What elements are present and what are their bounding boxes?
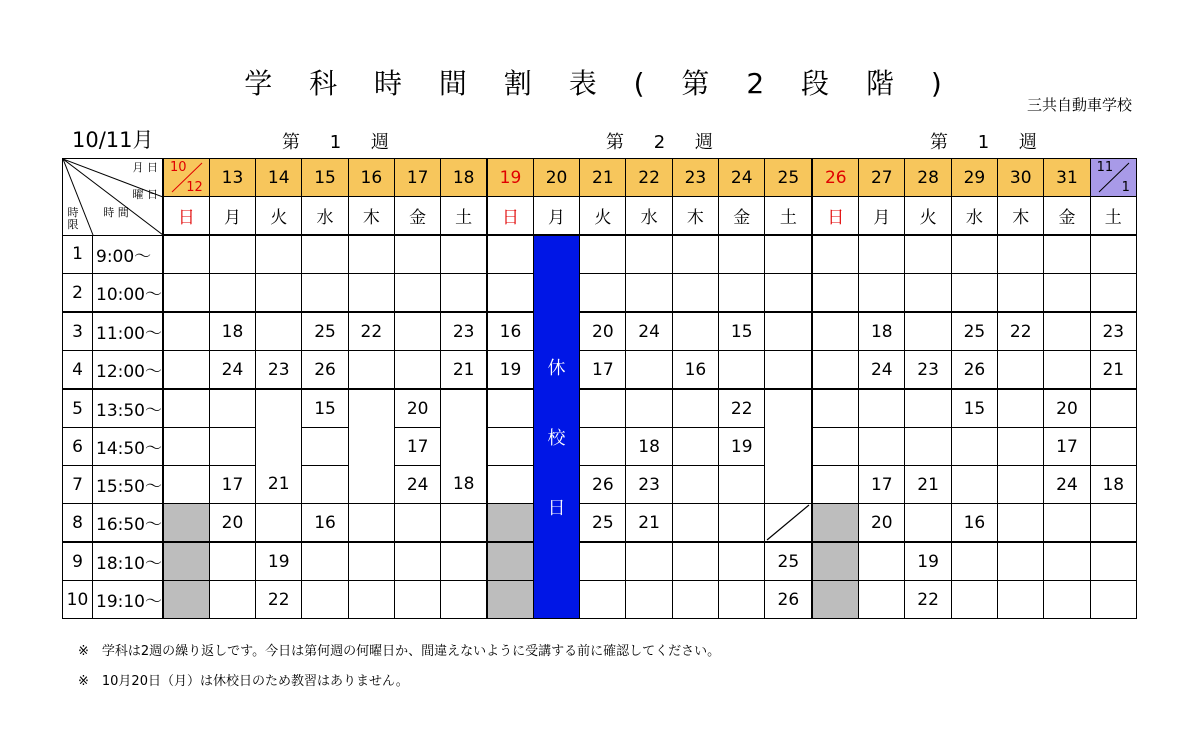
holiday-char: 日	[547, 498, 566, 519]
period-row	[63, 389, 1137, 428]
schedule-cell	[1044, 581, 1090, 619]
schedule-cell: 25	[765, 542, 813, 581]
corner-jigen: 時 限	[67, 206, 79, 231]
schedule-cell: 17	[1044, 428, 1090, 466]
schedule-cell	[394, 312, 440, 351]
schedule-cell	[580, 389, 626, 428]
schedule-cell	[905, 312, 951, 351]
schedule-cell	[394, 581, 440, 619]
date-cell: 25	[765, 159, 813, 197]
date-cell: 29	[951, 159, 997, 197]
schedule-cell: 19	[256, 542, 302, 581]
schedule-cell	[441, 389, 487, 428]
schedule-cell: 23	[441, 312, 487, 351]
schedule-cell: 21	[1090, 351, 1136, 390]
period-number: 6	[63, 428, 93, 466]
schedule-cell: 22	[256, 581, 302, 619]
date-cell: 30	[998, 159, 1044, 197]
schedule-cell	[765, 351, 813, 390]
schedule-cell	[951, 466, 997, 504]
schedule-cell	[905, 504, 951, 543]
schedule-cell	[859, 235, 905, 274]
schedule-cell	[163, 389, 209, 428]
schedule-cell	[163, 428, 209, 466]
schedule-cell	[580, 274, 626, 313]
date-cell: 21	[580, 159, 626, 197]
schedule-cell	[348, 389, 394, 428]
schedule-cell	[1090, 542, 1136, 581]
schedule-cell	[580, 542, 626, 581]
schedule-cell	[487, 466, 533, 504]
schedule-cell	[626, 542, 672, 581]
schedule-cell	[302, 235, 348, 274]
schedule-cell	[719, 466, 765, 504]
schedule-cell: 21	[905, 466, 951, 504]
schedule-cell: 26	[951, 351, 997, 390]
period-number: 2	[63, 274, 93, 313]
weekday-cell: 金	[394, 197, 440, 236]
schedule-cell	[672, 466, 718, 504]
weekday-cell: 土	[1090, 197, 1136, 236]
date-cell: 16	[348, 159, 394, 197]
schedule-cell	[719, 235, 765, 274]
week-label-2: 第 2 週	[606, 132, 725, 153]
period-time: 15:50〜	[93, 466, 164, 504]
holiday-column	[533, 235, 579, 619]
schedule-cell	[302, 428, 348, 466]
schedule-cell	[256, 274, 302, 313]
weekday-cell: 月	[533, 197, 579, 236]
schedule-cell	[998, 504, 1044, 543]
weekday-cell: 水	[626, 197, 672, 236]
schedule-cell	[951, 542, 997, 581]
period-time: 18:10〜	[93, 542, 164, 581]
schedule-cell	[812, 312, 858, 351]
date-cell: 13	[209, 159, 255, 197]
weekday-cell: 日	[487, 197, 533, 236]
schedule-cell: 21	[256, 466, 302, 504]
schedule-cell	[394, 235, 440, 274]
week-label-1: 第 1 週	[282, 132, 401, 153]
schedule-cell: 16	[487, 312, 533, 351]
date-cell: 20	[533, 159, 579, 197]
schedule-cell	[812, 466, 858, 504]
schedule-cell	[672, 312, 718, 351]
period-row	[63, 466, 1137, 504]
schedule-cell	[626, 274, 672, 313]
date-cell: 18	[441, 159, 487, 197]
weekday-cell: 土	[765, 197, 813, 236]
schedule-cell	[1044, 312, 1090, 351]
schedule-cell	[812, 542, 858, 581]
period-row	[63, 351, 1137, 390]
date-cell: 27	[859, 159, 905, 197]
weekday-cell: 月	[209, 197, 255, 236]
schedule-cell: 16	[302, 504, 348, 543]
page-title: 学 科 時 間 割 表 ( 第 2 段 階 )	[244, 67, 956, 100]
schedule-cell	[951, 428, 997, 466]
schedule-cell: 25	[580, 504, 626, 543]
period-time: 13:50〜	[93, 389, 164, 428]
schedule-cell	[487, 504, 533, 543]
schedule-cell	[719, 504, 765, 543]
date-cell	[163, 159, 209, 197]
corner-month-day: 月 日	[132, 161, 158, 174]
schedule-cell: 22	[719, 389, 765, 428]
schedule-cell	[626, 581, 672, 619]
schedule-cell	[905, 235, 951, 274]
period-number: 8	[63, 504, 93, 543]
schedule-cell	[998, 428, 1044, 466]
note-2: ※ 10月20日（月）は休校日のため教習はありません。	[78, 674, 409, 689]
school-name: 三共自動車学校	[1026, 96, 1132, 114]
schedule-cell	[348, 504, 394, 543]
schedule-cell	[626, 389, 672, 428]
date-cell: 17	[394, 159, 440, 197]
schedule-cell	[719, 274, 765, 313]
period-number: 4	[63, 351, 93, 390]
schedule-cell	[1090, 581, 1136, 619]
schedule-cell	[441, 235, 487, 274]
schedule-cell	[163, 235, 209, 274]
schedule-cell: 17	[394, 428, 440, 466]
schedule-cell	[812, 235, 858, 274]
weekday-row	[63, 197, 1137, 236]
schedule-cell: 20	[1044, 389, 1090, 428]
schedule-cell	[859, 542, 905, 581]
date-cell: 19	[487, 159, 533, 197]
period-row	[63, 581, 1137, 619]
period-row	[63, 312, 1137, 351]
weekday-cell: 日	[812, 197, 858, 236]
schedule-cell	[672, 504, 718, 543]
note-1: ※ 学科は2週の繰り返しです。今日は第何週の何曜日か、間違えないように受講する前に確認してください。	[78, 644, 721, 659]
schedule-cell: 19	[487, 351, 533, 390]
schedule-cell	[719, 351, 765, 390]
schedule-cell	[394, 504, 440, 543]
schedule-cell	[441, 428, 487, 466]
schedule-cell	[765, 235, 813, 274]
schedule-cell	[765, 466, 813, 504]
schedule-cell	[1044, 235, 1090, 274]
schedule-cell	[1044, 274, 1090, 313]
schedule-cell	[719, 542, 765, 581]
schedule-cell	[302, 466, 348, 504]
schedule-cell	[394, 351, 440, 390]
schedule-cell	[348, 235, 394, 274]
period-time: 16:50〜	[93, 504, 164, 543]
schedule-cell: 26	[580, 466, 626, 504]
schedule-cell	[348, 581, 394, 619]
schedule-cell	[672, 389, 718, 428]
weekday-cell: 土	[441, 197, 487, 236]
schedule-cell	[163, 542, 209, 581]
schedule-cell	[951, 235, 997, 274]
period-number: 10	[63, 581, 93, 619]
date-cell: 23	[672, 159, 718, 197]
period-row	[63, 504, 1137, 543]
period-time: 14:50〜	[93, 428, 164, 466]
weekday-cell: 火	[580, 197, 626, 236]
schedule-cell	[765, 428, 813, 466]
schedule-cell	[394, 542, 440, 581]
schedule-cell	[998, 581, 1044, 619]
schedule-cell: 25	[951, 312, 997, 351]
schedule-cell: 15	[719, 312, 765, 351]
schedule-cell	[626, 235, 672, 274]
schedule-cell	[163, 274, 209, 313]
schedule-cell: 16	[951, 504, 997, 543]
schedule-cell	[859, 389, 905, 428]
schedule-cell	[951, 581, 997, 619]
schedule-cell: 20	[580, 312, 626, 351]
schedule-cell: 24	[1044, 466, 1090, 504]
weekday-cell: 金	[1044, 197, 1090, 236]
schedule-cell: 18	[209, 312, 255, 351]
schedule-cell	[1090, 235, 1136, 274]
schedule-cell	[256, 504, 302, 543]
schedule-cell: 21	[441, 351, 487, 390]
schedule-cell: 22	[998, 312, 1044, 351]
period-time: 19:10〜	[93, 581, 164, 619]
schedule-cell: 24	[394, 466, 440, 504]
holiday-char: 休	[547, 358, 566, 379]
schedule-cell: 22	[905, 581, 951, 619]
schedule-cell: 18	[859, 312, 905, 351]
diagonal-slash	[765, 504, 811, 541]
month-label: 10/11月	[72, 128, 154, 152]
schedule-cell	[1090, 504, 1136, 543]
schedule-cell	[348, 542, 394, 581]
date-cell: 22	[626, 159, 672, 197]
schedule-cell	[765, 389, 813, 428]
corner-youbi: 曜 日	[132, 188, 158, 201]
schedule-cell	[163, 466, 209, 504]
schedule-cell	[487, 389, 533, 428]
schedule-cell	[487, 581, 533, 619]
schedule-cell	[441, 274, 487, 313]
schedule-cell	[998, 351, 1044, 390]
schedule-cell	[998, 389, 1044, 428]
schedule-cell	[998, 235, 1044, 274]
schedule-cell	[672, 428, 718, 466]
schedule-cell	[163, 581, 209, 619]
schedule-cell: 18	[441, 466, 487, 504]
schedule-cell	[209, 274, 255, 313]
week-label-3: 第 1 週	[930, 132, 1049, 153]
schedule-cell	[1044, 542, 1090, 581]
weekday-cell: 木	[348, 197, 394, 236]
schedule-cell	[1090, 389, 1136, 428]
schedule-cell	[163, 312, 209, 351]
schedule-cell	[209, 235, 255, 274]
weekday-cell: 水	[302, 197, 348, 236]
corner-jikan: 時 間	[103, 206, 129, 219]
schedule-cell	[209, 428, 255, 466]
schedule-cell: 23	[905, 351, 951, 390]
schedule-cell: 20	[209, 504, 255, 543]
weekday-cell: 木	[998, 197, 1044, 236]
schedule-cell: 23	[1090, 312, 1136, 351]
schedule-cell	[209, 389, 255, 428]
schedule-cell	[441, 504, 487, 543]
schedule-cell	[719, 581, 765, 619]
schedule-cell	[998, 542, 1044, 581]
period-time: 12:00〜	[93, 351, 164, 390]
schedule-cell	[812, 504, 858, 543]
weekday-cell: 水	[951, 197, 997, 236]
period-number: 3	[63, 312, 93, 351]
schedule-cell	[580, 428, 626, 466]
schedule-cell	[812, 274, 858, 313]
schedule-cell	[672, 581, 718, 619]
schedule-cell	[580, 581, 626, 619]
schedule-cell: 16	[672, 351, 718, 390]
schedule-cell	[672, 274, 718, 313]
schedule-cell	[905, 428, 951, 466]
date-cell: 26	[812, 159, 858, 197]
weekday-cell: 金	[719, 197, 765, 236]
schedule-cell	[487, 542, 533, 581]
schedule-cell: 15	[302, 389, 348, 428]
period-time: 9:00〜	[93, 235, 164, 274]
schedule-cell	[209, 542, 255, 581]
schedule-cell	[348, 428, 394, 466]
schedule-cell	[487, 235, 533, 274]
schedule-cell	[859, 428, 905, 466]
period-number: 1	[63, 235, 93, 274]
weekday-cell: 火	[905, 197, 951, 236]
schedule-cell	[672, 235, 718, 274]
schedule-cell: 17	[859, 466, 905, 504]
schedule-cell: 18	[626, 428, 672, 466]
schedule-cell	[765, 312, 813, 351]
period-row	[63, 274, 1137, 313]
schedule-cell: 20	[394, 389, 440, 428]
schedule-cell: 15	[951, 389, 997, 428]
period-row	[63, 428, 1137, 466]
schedule-cell	[487, 274, 533, 313]
schedule-cell	[256, 389, 302, 428]
date-cell: 28	[905, 159, 951, 197]
schedule-cell	[859, 274, 905, 313]
schedule-cell	[209, 581, 255, 619]
date-row	[63, 159, 1137, 197]
date-cell: 15	[302, 159, 348, 197]
schedule-cell: 22	[348, 312, 394, 351]
date-fraction-day: 12	[186, 180, 203, 195]
period-number: 9	[63, 542, 93, 581]
schedule-cell: 25	[302, 312, 348, 351]
schedule-cell	[812, 428, 858, 466]
period-row	[63, 542, 1137, 581]
schedule-cell	[812, 389, 858, 428]
schedule-cell	[765, 504, 813, 543]
schedule-cell: 18	[1090, 466, 1136, 504]
date-fraction-day: 1	[1121, 180, 1130, 195]
date-cell	[1090, 159, 1136, 197]
schedule-cell	[394, 274, 440, 313]
schedule-cell	[765, 274, 813, 313]
schedule-cell: 19	[719, 428, 765, 466]
header-corner	[63, 159, 164, 236]
schedule-cell: 20	[859, 504, 905, 543]
date-cell: 14	[256, 159, 302, 197]
date-fraction-month: 11	[1096, 160, 1114, 175]
schedule-cell	[1044, 351, 1090, 390]
schedule-cell: 19	[905, 542, 951, 581]
schedule-cell	[256, 312, 302, 351]
schedule-cell	[998, 274, 1044, 313]
schedule-cell	[1090, 274, 1136, 313]
schedule-cell	[163, 504, 209, 543]
schedule-cell: 24	[859, 351, 905, 390]
schedule-cell	[302, 581, 348, 619]
timetable	[62, 158, 1137, 619]
schedule-cell	[812, 581, 858, 619]
schedule-cell	[580, 235, 626, 274]
period-time: 10:00〜	[93, 274, 164, 313]
holiday-char: 校	[547, 428, 566, 449]
schedule-cell: 23	[626, 466, 672, 504]
weekday-cell: 木	[672, 197, 718, 236]
schedule-cell: 17	[580, 351, 626, 390]
date-cell: 24	[719, 159, 765, 197]
period-time: 11:00〜	[93, 312, 164, 351]
schedule-cell	[256, 428, 302, 466]
schedule-cell	[1090, 428, 1136, 466]
schedule-cell	[348, 274, 394, 313]
schedule-cell: 17	[209, 466, 255, 504]
weekday-cell: 月	[859, 197, 905, 236]
schedule-cell	[905, 389, 951, 428]
schedule-cell: 23	[256, 351, 302, 390]
schedule-cell	[441, 581, 487, 619]
schedule-cell: 26	[302, 351, 348, 390]
schedule-cell: 24	[209, 351, 255, 390]
schedule-cell	[1044, 504, 1090, 543]
weekday-cell: 日	[163, 197, 209, 236]
schedule-cell: 21	[626, 504, 672, 543]
schedule-cell: 24	[626, 312, 672, 351]
schedule-cell	[163, 351, 209, 390]
schedule-cell	[905, 274, 951, 313]
schedule-cell	[302, 274, 348, 313]
schedule-cell	[441, 542, 487, 581]
schedule-cell	[348, 351, 394, 390]
schedule-cell	[859, 581, 905, 619]
schedule-cell	[256, 235, 302, 274]
schedule-cell	[487, 428, 533, 466]
schedule-cell	[998, 466, 1044, 504]
date-cell: 31	[1044, 159, 1090, 197]
schedule-cell	[951, 274, 997, 313]
period-number: 5	[63, 389, 93, 428]
date-fraction-month: 10	[170, 160, 187, 175]
schedule-cell	[672, 542, 718, 581]
period-number: 7	[63, 466, 93, 504]
schedule-cell	[812, 351, 858, 390]
weekday-cell: 火	[256, 197, 302, 236]
period-row	[63, 235, 1137, 274]
schedule-cell	[348, 466, 394, 504]
schedule-cell	[302, 542, 348, 581]
schedule-cell: 26	[765, 581, 813, 619]
schedule-cell	[626, 351, 672, 390]
